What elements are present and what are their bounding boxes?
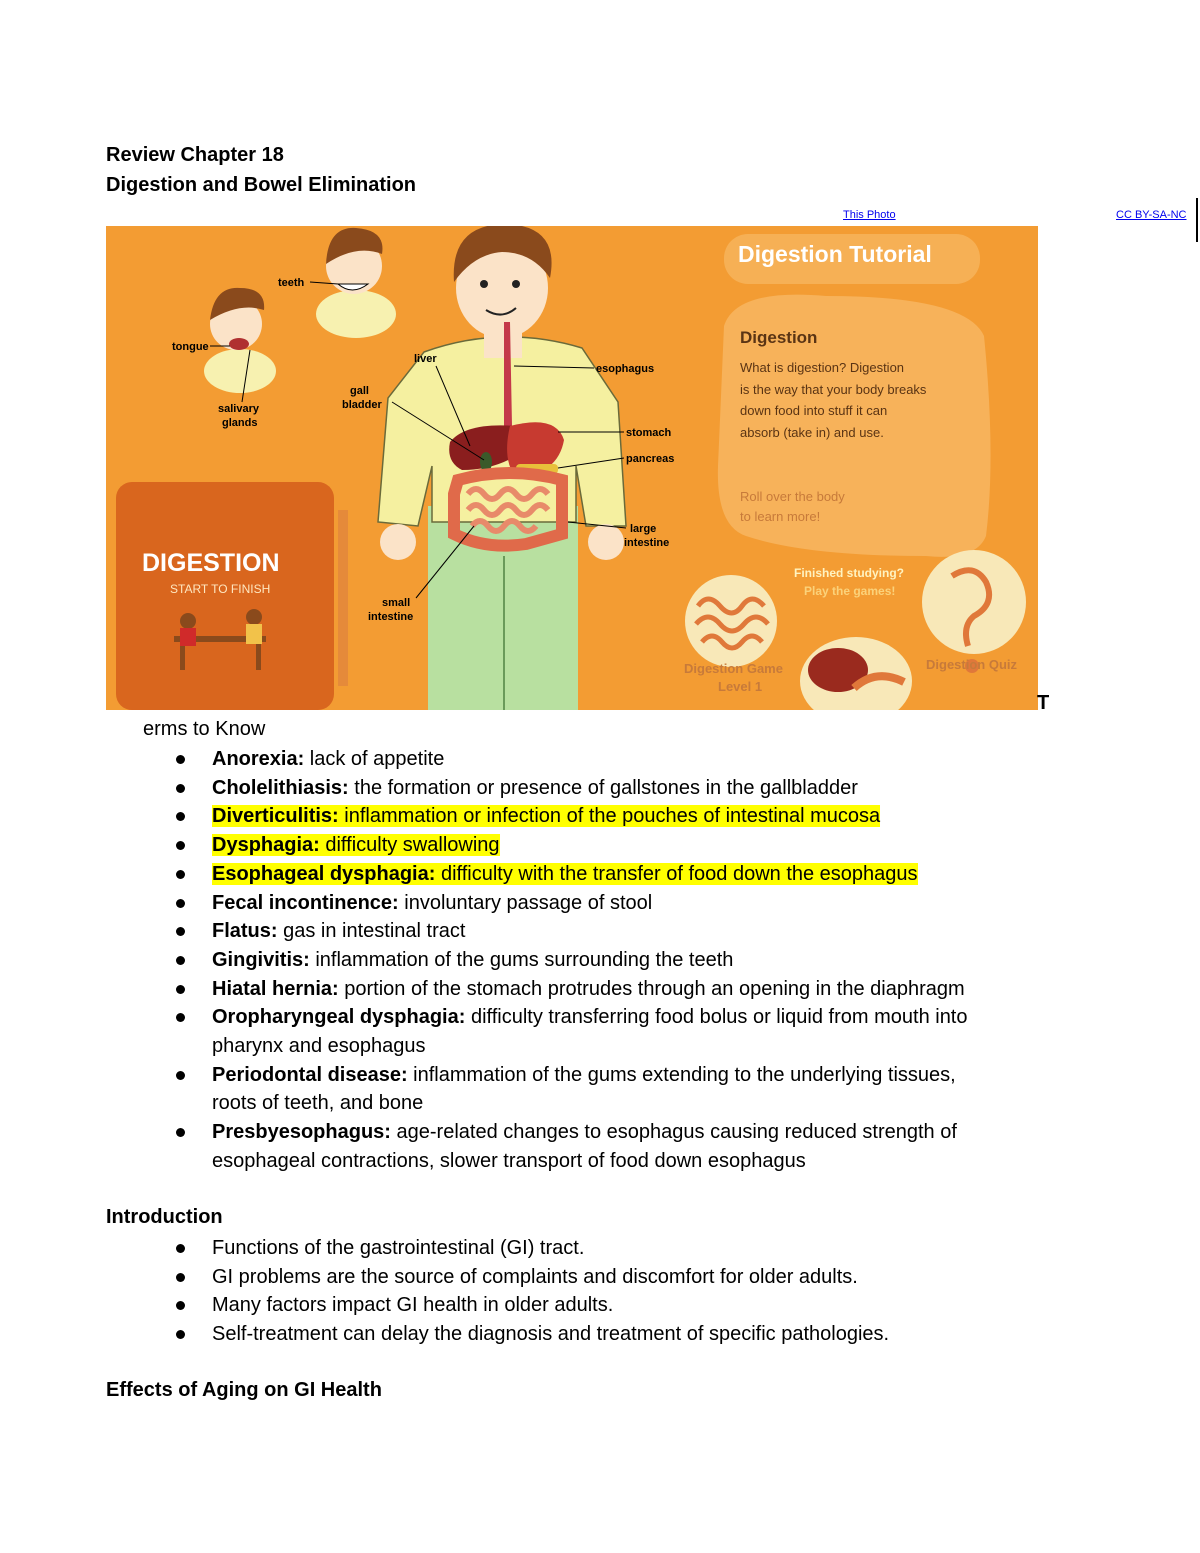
page-edge-marker xyxy=(1196,198,1198,242)
info-line-1: What is digestion? Digestion xyxy=(740,360,905,375)
term-definition: lack of appetite xyxy=(304,748,445,770)
info-line-2: is the way that your body breaks xyxy=(740,382,927,397)
license-link[interactable]: CC BY-SA-NC xyxy=(1116,209,1187,221)
label-tongue: tongue xyxy=(172,341,209,353)
term-name: Presbyesophagus: xyxy=(212,1121,391,1144)
label-stomach: stomach xyxy=(626,427,672,439)
term-definition-continuation: pharynx and esophagus xyxy=(212,1035,426,1058)
term-item xyxy=(0,802,1000,831)
terms-list xyxy=(0,745,1000,1176)
term-name: Oropharyngeal dysphagia: xyxy=(212,1006,466,1029)
term-definition: involuntary passage of stool xyxy=(398,891,653,914)
term-definition: inflammation of the gums extending to the underlying tissues, xyxy=(407,1063,956,1086)
term-item xyxy=(0,889,1000,918)
term-item xyxy=(0,975,1000,1004)
digestion-panel xyxy=(116,482,334,710)
term-name: Anorexia: xyxy=(212,748,305,770)
aging-heading: Effects of Aging on GI Health xyxy=(106,1379,382,1401)
quiz-label: Digestion Quiz xyxy=(926,657,1017,672)
term-definition: difficulty transferring food bolus or liquid from mouth into xyxy=(465,1006,968,1029)
term-item xyxy=(0,946,1000,975)
stray-heading-letter: T xyxy=(1037,692,1050,714)
term-definition: gas in intestinal tract xyxy=(277,920,466,943)
quiz-thumbnail xyxy=(922,550,1026,654)
term-definition: portion of the stomach protrudes through an opening in the diaphragm xyxy=(338,977,965,1000)
introduction-list xyxy=(0,1234,1000,1349)
tutorial-title: Digestion Tutorial xyxy=(738,241,932,267)
term-definition-continuation: esophageal contractions, slower transport of food down esophagus xyxy=(212,1149,806,1172)
term-definition: difficulty swallowing xyxy=(319,834,500,857)
label-salivary-1: salivary xyxy=(218,403,259,415)
term-name: Hiatal hernia: xyxy=(212,977,339,1000)
introduction-item: Many factors impact GI health in older adults. xyxy=(0,1291,1000,1320)
photo-credit-link[interactable]: This Photo xyxy=(843,209,896,221)
game-label-2: Level 1 xyxy=(718,679,763,694)
term-name: Periodontal disease: xyxy=(212,1063,408,1086)
term-item xyxy=(0,1061,1000,1118)
label-small-2: intestine xyxy=(368,611,414,623)
info-heading: Digestion xyxy=(740,328,818,347)
document-title: Review Chapter 18 xyxy=(106,144,284,166)
term-item xyxy=(0,1003,1000,1060)
term-name: Gingivitis: xyxy=(212,948,310,971)
info-line-4: absorb (take in) and use. xyxy=(740,425,884,440)
term-name: Flatus: xyxy=(212,920,278,943)
introduction-heading: Introduction xyxy=(106,1206,223,1228)
introduction-item: Self-treatment can delay the diagnosis and treatment of specific pathologies. xyxy=(0,1320,1000,1349)
introduction-item: GI problems are the source of complaints and discomfort for older adults. xyxy=(0,1263,1000,1292)
label-pancreas: pancreas xyxy=(626,453,675,465)
term-definition: the formation or presence of gallstones in the gallbladder xyxy=(348,776,858,799)
term-item xyxy=(0,745,1000,774)
label-teeth: teeth xyxy=(278,277,305,289)
label-large-1: large xyxy=(630,523,657,535)
label-small-1: small xyxy=(382,597,411,609)
term-definition: age-related changes to esophagus causing reduced strength of xyxy=(390,1121,957,1144)
terms-heading: erms to Know xyxy=(143,718,266,740)
label-salivary-2: glands xyxy=(222,417,258,429)
info-line-3: down food into stuff it can xyxy=(740,403,888,418)
term-item xyxy=(0,774,1000,803)
term-definition: inflammation of the gums surrounding the teeth xyxy=(309,948,734,971)
label-gall-1: gall xyxy=(350,385,369,397)
rollover-line-1: Roll over the body xyxy=(740,489,845,504)
label-liver: liver xyxy=(414,353,437,365)
finished-line-2: Play the games! xyxy=(804,584,896,598)
document-subtitle: Digestion and Bowel Elimination xyxy=(106,174,417,196)
term-name: Fecal incontinence: xyxy=(212,891,399,914)
finished-line-1: Finished studying? xyxy=(794,566,904,580)
panel-title: DIGESTION xyxy=(142,549,280,577)
term-name: Esophageal dysphagia: xyxy=(212,862,436,885)
term-item xyxy=(0,917,1000,946)
term-definition-continuation: roots of teeth, and bone xyxy=(212,1092,424,1115)
term-item xyxy=(0,1118,1000,1175)
digestion-tutorial-image xyxy=(106,226,1038,710)
label-gall-2: bladder xyxy=(342,399,382,411)
term-name: Diverticulitis: xyxy=(212,805,339,828)
term-definition: inflammation or infection of the pouches of intestinal mucosa xyxy=(338,805,881,828)
term-item xyxy=(0,860,1000,889)
term-name: Cholelithiasis: xyxy=(212,776,349,799)
panel-subtitle: START TO FINISH xyxy=(170,582,271,596)
term-item xyxy=(0,831,1000,860)
label-esophagus: esophagus xyxy=(596,363,655,375)
rollover-line-2: to learn more! xyxy=(740,509,821,524)
term-definition: difficulty with the transfer of food down the esophagus xyxy=(435,862,918,885)
game-label-1: Digestion Game xyxy=(684,661,783,676)
term-name: Dysphagia: xyxy=(212,834,320,857)
introduction-item: Functions of the gastrointestinal (GI) tract. xyxy=(0,1234,1000,1263)
label-large-2: intestine xyxy=(624,537,670,549)
